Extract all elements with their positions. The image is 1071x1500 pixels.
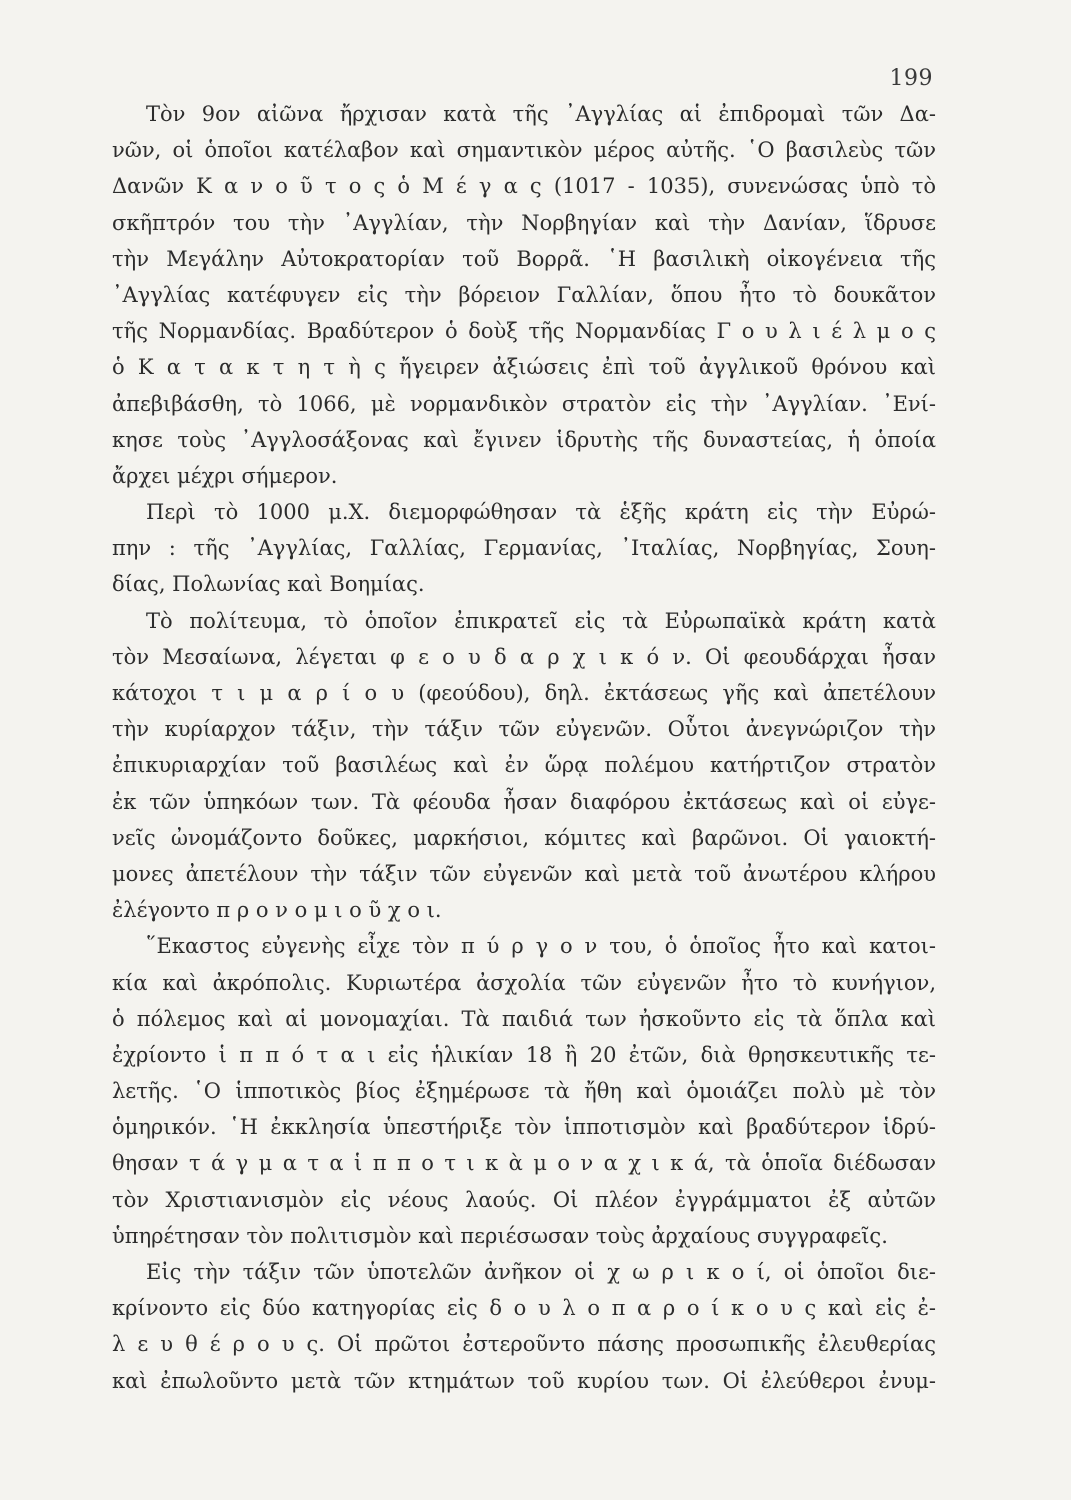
text-line: ἐπικυριαρχίαν τοῦ βασιλέως καὶ ἐν ὥρᾳ πολέμου κατήρτιζον στρατὸν — [112, 753, 936, 778]
text-line: ὁμηρικόν. ῾Η ἐκκλησία ὑπεστήριξε τὸν ἱπποτισμὸν καὶ βραδύτερον ἱδρύ- — [112, 1115, 936, 1140]
text-line: κάτοχοι τ ι μ α ρ ί ο υ (φεούδου), δηλ. ἐκτάσεως γῆς καὶ ἀπετέλουν — [112, 681, 936, 705]
text-line: καὶ ἐπωλοῦντο μετὰ τῶν κτημάτων τοῦ κυρίου των. Οἱ ἐλεύθεροι ἐνυμ- — [112, 1368, 936, 1393]
text-line: ὁ Κ α τ α κ τ η τ ὴ ς ἤγειρεν ἀξιώσεις ἐπὶ τοῦ ἀγγλικοῦ θρόνου καὶ — [112, 355, 936, 380]
text-line: Τὸν 9ον αἰῶνα ἤρχισαν κατὰ τῆς ᾿Αγγλίας αἱ ἐπιδρομαὶ τῶν Δα- — [146, 102, 936, 126]
text-line: Περὶ τὸ 1000 μ.Χ. διεμορφώθησαν τὰ ἑξῆς κράτη εἰς τὴν Εὐρώ- — [146, 500, 936, 525]
text-line: τὸν Χριστιανισμὸν εἰς νέους λαούς. Οἱ πλέον ἐγγράμματοι ἐξ αὐτῶν — [112, 1187, 936, 1212]
text-line: δίας, Πολωνίας καὶ Βοημίας. — [112, 572, 425, 597]
text-line: ὁ πόλεμος καὶ αἱ μονομαχίαι. Τὰ παιδιά των ἠσκοῦντο εἰς τὰ ὅπλα καὶ — [112, 1006, 936, 1031]
text-line: κία καὶ ἀκρόπολις. Κυριωτέρα ἀσχολία τῶν εὐγενῶν ἦτο τὸ κυνήγιον, — [112, 970, 936, 995]
text-line: ῞Εκαστος εὐγενὴς εἶχε τὸν π ύ ρ γ ο ν του, ὁ ὁποῖος ἦτο καὶ κατοι- — [146, 934, 936, 959]
text-line: λετῆς. ῾Ο ἱπποτικὸς βίος ἐξημέρωσε τὰ ἤθη καὶ ὁμοιάζει πολὺ μὲ τὸν — [112, 1079, 936, 1104]
text-line: πην : τῆς ᾿Αγγλίας, Γαλλίας, Γερμανίας, ᾿Ιταλίας, Νορβηγίας, Σουη- — [112, 536, 936, 561]
text-line: ἐλέγοντο π ρ ο ν ο μ ι ο ῦ χ ο ι. — [112, 898, 442, 923]
text-line: τὴν κυρίαρχον τάξιν, τὴν τάξιν τῶν εὐγενῶν. Οὗτοι ἀνεγνώριζον τὴν — [112, 717, 936, 742]
text-line: ᾿Αγγλίας κατέφυγεν εἰς τὴν βόρειον Γαλλίαν, ὅπου ἦτο τὸ δουκᾶτον — [112, 282, 936, 307]
text-line: λ ε υ θ έ ρ ο υ ς. Οἱ πρῶτοι ἐστεροῦντο πάσης προσωπικῆς ἐλευθερίας — [112, 1332, 936, 1357]
text-line: τῆς Νορμανδίας. Βραδύτερον ὁ δοὺξ τῆς Νορμανδίας Γ ο υ λ ι έ λ μ ο ς — [112, 319, 936, 344]
text-line: σκῆπτρόν του τὴν ᾿Αγγλίαν, τὴν Νορβηγίαν καὶ τὴν Δανίαν, ἵδρυσε — [112, 210, 936, 235]
text-line: τὴν Μεγάλην Αὐτοκρατορίαν τοῦ Βορρᾶ. ῾Η βασιλικὴ οἰκογένεια τῆς — [112, 246, 936, 271]
page-number: 199 — [889, 66, 933, 91]
text-line: Τὸ πολίτευμα, τὸ ὁποῖον ἐπικρατεῖ εἰς τὰ Εὐρωπαϊκὰ κράτη κατὰ — [146, 608, 936, 633]
text-line: κρίνοντο εἰς δύο κατηγορίας εἰς δ ο υ λ ο π α ρ ο ί κ ο υ ς καὶ εἰς ἐ- — [112, 1296, 936, 1321]
text-line: ἄρχει μέχρι σήμερον. — [112, 463, 338, 488]
text-line: ἐκ τῶν ὑπηκόων των. Τὰ φέουδα ἦσαν διαφόρου ἐκτάσεως καὶ οἱ εὐγε- — [112, 789, 936, 814]
text-line: ἐχρίοντο ἱ π π ό τ α ι εἰς ἡλικίαν 18 ἢ 20 ἐτῶν, διὰ θρησκευτικῆς τε- — [112, 1042, 936, 1067]
text-line: νεῖς ὠνομάζοντο δοῦκες, μαρκήσιοι, κόμιτες καὶ βαρῶνοι. Οἱ γαιοκτή- — [112, 825, 936, 850]
body-text — [112, 96, 936, 1399]
text-line: νῶν, οἱ ὁποῖοι κατέλαβον καὶ σημαντικὸν μέρος αὐτῆς. ῾Ο βασιλεὺς τῶν — [112, 138, 936, 163]
text-line: κησε τοὺς ᾿Αγγλοσάξονας καὶ ἔγινεν ἱδρυτὴς τῆς δυναστείας, ἡ ὁποία — [112, 427, 936, 452]
text-line: Δανῶν Κ α ν ο ῦ τ ο ς ὁ Μ έ γ α ς (1017 - 1035), συνενώσας ὑπὸ τὸ — [112, 174, 936, 199]
text-line: θησαν τ ά γ μ α τ α ἱ π π ο τ ι κ ὰ μ ο ν α χ ι κ ά, τὰ ὁποῖα διέδωσαν — [112, 1151, 936, 1176]
text-line: τὸν Μεσαίωνα, λέγεται φ ε ο υ δ α ρ χ ι κ ό ν. Οἱ φεουδάρχαι ἦσαν — [112, 644, 936, 669]
text-line: ἀπεβιβάσθη, τὸ 1066, μὲ νορμανδικὸν στρατὸν εἰς τὴν ᾿Αγγλίαν. ᾿Ενί- — [112, 391, 936, 416]
text-line: Εἰς τὴν τάξιν τῶν ὑποτελῶν ἀνῆκον οἱ χ ω ρ ι κ ο ί, οἱ ὁποῖοι διε- — [146, 1260, 936, 1284]
text-line: μονες ἀπετέλουν τὴν τάξιν τῶν εὐγενῶν καὶ μετὰ τοῦ ἀνωτέρου κλήρου — [112, 861, 936, 886]
text-line: ὑπηρέτησαν τὸν πολιτισμὸν καὶ περιέσωσαν τοὺς ἀρχαίους συγγραφεῖς. — [112, 1223, 888, 1248]
